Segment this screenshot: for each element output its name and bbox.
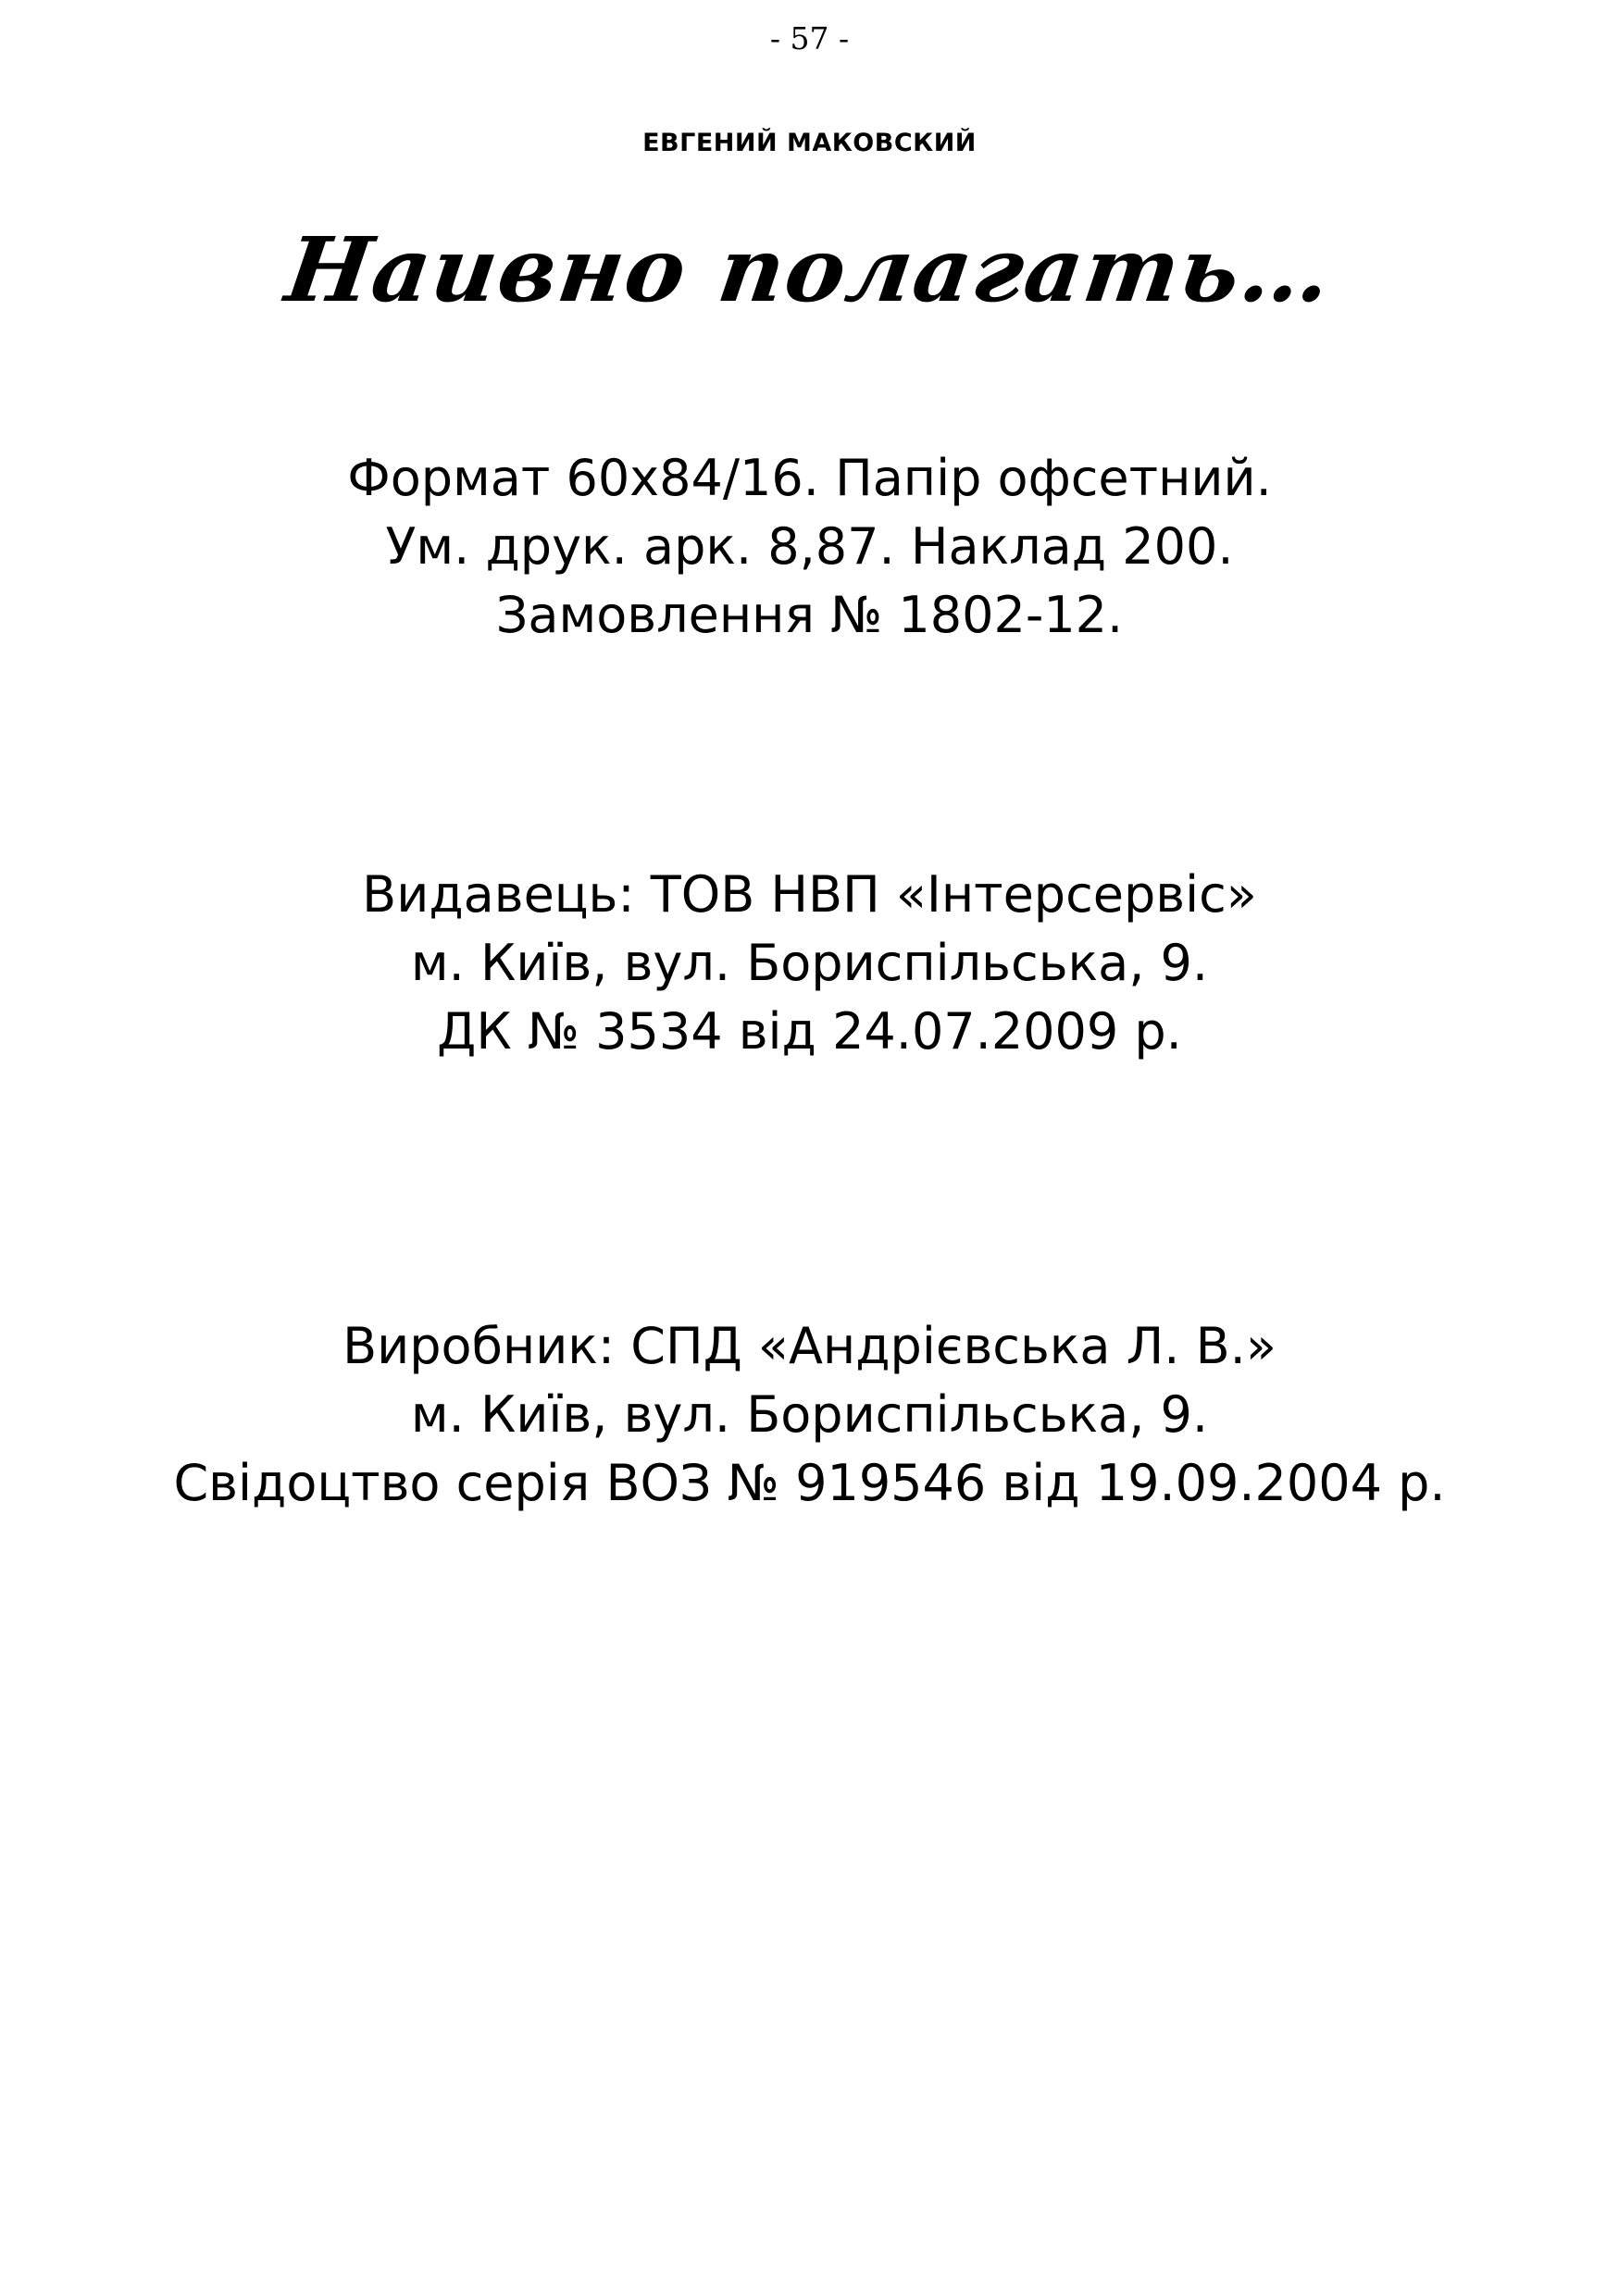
order-number-line: Замовлення № 1802-12. — [495, 586, 1124, 644]
publisher-info-block — [0, 861, 1619, 1066]
producer-address-line: м. Київ, вул. Бориспільська, 9. — [410, 1385, 1209, 1444]
format-line: Формат 60х84/16. Папір офсетний. — [347, 449, 1272, 507]
author-name: ЕВГЕНИЙ МАКОВСКИЙ — [642, 129, 977, 157]
publisher-name-line: Видавець: ТОВ НВП «Інтерсервіс» — [362, 865, 1257, 924]
page-number: - 57 - — [769, 20, 850, 56]
format-info-block — [0, 444, 1619, 650]
publisher-address-line: м. Київ, вул. Бориспільська, 9. — [410, 934, 1209, 992]
producer-info-block — [0, 1312, 1619, 1518]
print-sheets-line: Ум. друк. арк. 8,87. Наклад 200. — [385, 517, 1234, 576]
producer-certificate-line: Свідоцтво серія ВОЗ № 919546 від 19.09.2004 р. — [173, 1454, 1446, 1512]
publisher-license-line: ДК № 3534 від 24.07.2009 р. — [437, 1002, 1182, 1061]
producer-name-line: Виробник: СПД «Андрієвська Л. В.» — [342, 1317, 1277, 1375]
book-title: Наивно полагать… — [280, 217, 1339, 322]
